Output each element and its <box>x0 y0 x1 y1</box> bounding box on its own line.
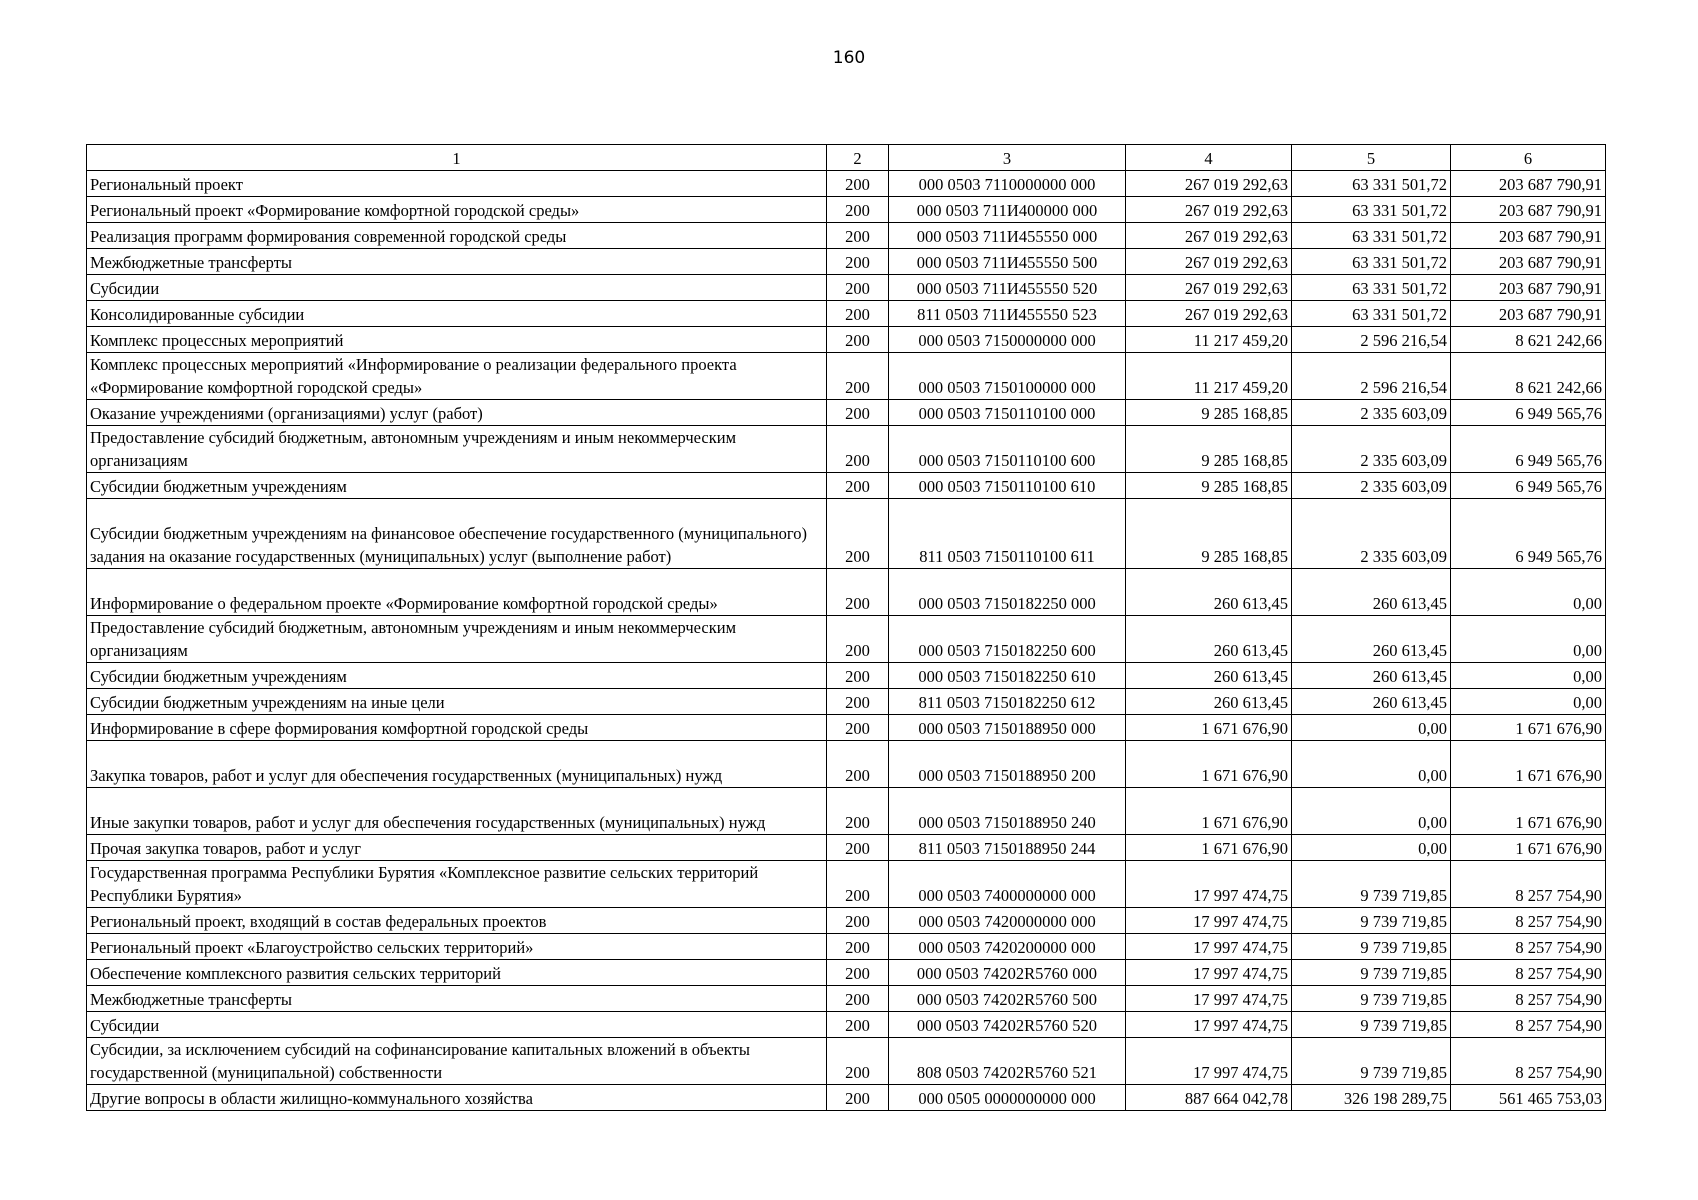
row-col4-cell: 267 019 292,63 <box>1126 301 1292 327</box>
row-col5-cell: 260 613,45 <box>1292 689 1451 715</box>
row-col5-cell: 63 331 501,72 <box>1292 223 1451 249</box>
column-header-4: 4 <box>1126 145 1292 171</box>
row-name-cell: Предоставление субсидий бюджетным, автономным учреждениям и иным некоммерческим организациям <box>87 616 827 663</box>
table-row <box>87 301 1606 327</box>
row-budget-code-cell: 000 0503 711И455550 500 <box>889 249 1126 275</box>
header-row <box>87 145 1606 171</box>
row-admin-code-cell: 200 <box>827 275 889 301</box>
row-col5-cell: 260 613,45 <box>1292 616 1451 663</box>
row-col4-cell: 260 613,45 <box>1126 569 1292 616</box>
row-col4-cell: 17 997 474,75 <box>1126 934 1292 960</box>
table-row <box>87 861 1606 908</box>
row-name-cell: Обеспечение комплексного развития сельских территорий <box>87 960 827 986</box>
row-admin-code-cell: 200 <box>827 616 889 663</box>
row-col5-cell: 63 331 501,72 <box>1292 171 1451 197</box>
row-budget-code-cell: 000 0503 711И400000 000 <box>889 197 1126 223</box>
row-name-cell: Субсидии бюджетным учреждениям на финансовое обеспечение государственного (муниципального) задания на оказание государственных (муниципальных) услуг (выполнение работ) <box>87 499 827 569</box>
row-name-cell: Межбюджетные трансферты <box>87 249 827 275</box>
row-admin-code-cell: 200 <box>827 1038 889 1085</box>
row-name-cell: Субсидии бюджетным учреждениям на иные цели <box>87 689 827 715</box>
row-admin-code-cell: 200 <box>827 663 889 689</box>
row-col6-cell: 1 671 676,90 <box>1451 835 1606 861</box>
table-row <box>87 986 1606 1012</box>
row-col5-cell: 63 331 501,72 <box>1292 275 1451 301</box>
row-name-cell: Оказание учреждениями (организациями) услуг (работ) <box>87 400 827 426</box>
row-col6-cell: 8 257 754,90 <box>1451 1038 1606 1085</box>
table-row <box>87 499 1606 569</box>
row-budget-code-cell: 000 0503 7110000000 000 <box>889 171 1126 197</box>
row-admin-code-cell: 200 <box>827 986 889 1012</box>
table-row <box>87 197 1606 223</box>
table-row <box>87 223 1606 249</box>
row-col6-cell: 1 671 676,90 <box>1451 788 1606 835</box>
row-col4-cell: 11 217 459,20 <box>1126 353 1292 400</box>
row-budget-code-cell: 000 0503 74202R5760 000 <box>889 960 1126 986</box>
row-admin-code-cell: 200 <box>827 569 889 616</box>
row-col5-cell: 260 613,45 <box>1292 663 1451 689</box>
row-col5-cell: 63 331 501,72 <box>1292 249 1451 275</box>
row-col5-cell: 2 596 216,54 <box>1292 353 1451 400</box>
row-budget-code-cell: 000 0503 7150110100 610 <box>889 473 1126 499</box>
row-name-cell: Государственная программа Республики Бурятия «Комплексное развитие сельских территорий Республики Бурятия» <box>87 861 827 908</box>
row-col4-cell: 1 671 676,90 <box>1126 835 1292 861</box>
table-row <box>87 934 1606 960</box>
row-col6-cell: 0,00 <box>1451 569 1606 616</box>
table-row <box>87 741 1606 788</box>
row-col6-cell: 8 257 754,90 <box>1451 960 1606 986</box>
row-name-cell: Информирование в сфере формирования комфортной городской среды <box>87 715 827 741</box>
row-col4-cell: 260 613,45 <box>1126 663 1292 689</box>
column-header-5: 5 <box>1292 145 1451 171</box>
table-row <box>87 327 1606 353</box>
row-col5-cell: 9 739 719,85 <box>1292 986 1451 1012</box>
row-col5-cell: 2 335 603,09 <box>1292 499 1451 569</box>
column-header-6: 6 <box>1451 145 1606 171</box>
row-col6-cell: 8 621 242,66 <box>1451 327 1606 353</box>
row-admin-code-cell: 200 <box>827 473 889 499</box>
row-name-cell: Региональный проект «Благоустройство сельских территорий» <box>87 934 827 960</box>
row-admin-code-cell: 200 <box>827 426 889 473</box>
row-admin-code-cell: 200 <box>827 499 889 569</box>
row-col4-cell: 17 997 474,75 <box>1126 1038 1292 1085</box>
row-admin-code-cell: 200 <box>827 197 889 223</box>
row-col4-cell: 1 671 676,90 <box>1126 741 1292 788</box>
column-header-2: 2 <box>827 145 889 171</box>
row-col4-cell: 9 285 168,85 <box>1126 400 1292 426</box>
row-name-cell: Консолидированные субсидии <box>87 301 827 327</box>
row-name-cell: Субсидии бюджетным учреждениям <box>87 663 827 689</box>
row-name-cell: Комплекс процессных мероприятий <box>87 327 827 353</box>
table-body <box>87 171 1606 1111</box>
row-budget-code-cell: 000 0503 7150100000 000 <box>889 353 1126 400</box>
row-admin-code-cell: 200 <box>827 1012 889 1038</box>
table-row <box>87 249 1606 275</box>
row-budget-code-cell: 000 0503 74202R5760 500 <box>889 986 1126 1012</box>
row-name-cell: Региональный проект «Формирование комфортной городской среды» <box>87 197 827 223</box>
row-col5-cell: 2 335 603,09 <box>1292 473 1451 499</box>
row-admin-code-cell: 200 <box>827 908 889 934</box>
row-col4-cell: 9 285 168,85 <box>1126 426 1292 473</box>
row-name-cell: Субсидии бюджетным учреждениям <box>87 473 827 499</box>
table-row <box>87 788 1606 835</box>
row-admin-code-cell: 200 <box>827 861 889 908</box>
table-row <box>87 473 1606 499</box>
column-header-1: 1 <box>87 145 827 171</box>
row-col5-cell: 0,00 <box>1292 788 1451 835</box>
row-budget-code-cell: 000 0503 7150110100 600 <box>889 426 1126 473</box>
row-budget-code-cell: 000 0503 7150182250 610 <box>889 663 1126 689</box>
table-row <box>87 1012 1606 1038</box>
table-row <box>87 353 1606 400</box>
row-col6-cell: 0,00 <box>1451 689 1606 715</box>
row-admin-code-cell: 200 <box>827 1085 889 1111</box>
row-admin-code-cell: 200 <box>827 689 889 715</box>
row-admin-code-cell: 200 <box>827 934 889 960</box>
row-name-cell: Закупка товаров, работ и услуг для обеспечения государственных (муниципальных) нужд <box>87 741 827 788</box>
row-col6-cell: 8 621 242,66 <box>1451 353 1606 400</box>
row-admin-code-cell: 200 <box>827 301 889 327</box>
row-admin-code-cell: 200 <box>827 960 889 986</box>
row-budget-code-cell: 000 0503 7150182250 000 <box>889 569 1126 616</box>
row-name-cell: Информирование о федеральном проекте «Формирование комфортной городской среды» <box>87 569 827 616</box>
row-name-cell: Комплекс процессных мероприятий «Информирование о реализации федерального проекта «Формирование комфортной городской среды» <box>87 353 827 400</box>
row-col6-cell: 1 671 676,90 <box>1451 715 1606 741</box>
row-admin-code-cell: 200 <box>827 249 889 275</box>
row-col6-cell: 203 687 790,91 <box>1451 197 1606 223</box>
row-budget-code-cell: 000 0503 7150110100 000 <box>889 400 1126 426</box>
row-col4-cell: 267 019 292,63 <box>1126 197 1292 223</box>
table-row <box>87 835 1606 861</box>
row-col5-cell: 9 739 719,85 <box>1292 908 1451 934</box>
row-name-cell: Региональный проект <box>87 171 827 197</box>
row-budget-code-cell: 000 0503 711И455550 520 <box>889 275 1126 301</box>
row-col6-cell: 203 687 790,91 <box>1451 223 1606 249</box>
row-col6-cell: 8 257 754,90 <box>1451 908 1606 934</box>
row-admin-code-cell: 200 <box>827 741 889 788</box>
row-col5-cell: 0,00 <box>1292 741 1451 788</box>
row-col6-cell: 203 687 790,91 <box>1451 275 1606 301</box>
table-row <box>87 715 1606 741</box>
row-admin-code-cell: 200 <box>827 788 889 835</box>
table-row <box>87 426 1606 473</box>
row-col5-cell: 0,00 <box>1292 715 1451 741</box>
row-col5-cell: 9 739 719,85 <box>1292 934 1451 960</box>
row-admin-code-cell: 200 <box>827 353 889 400</box>
row-col6-cell: 6 949 565,76 <box>1451 426 1606 473</box>
row-col4-cell: 260 613,45 <box>1126 616 1292 663</box>
row-col5-cell: 2 596 216,54 <box>1292 327 1451 353</box>
row-col5-cell: 0,00 <box>1292 835 1451 861</box>
table-row <box>87 663 1606 689</box>
table-row <box>87 689 1606 715</box>
row-admin-code-cell: 200 <box>827 327 889 353</box>
row-col5-cell: 63 331 501,72 <box>1292 197 1451 223</box>
row-name-cell: Межбюджетные трансферты <box>87 986 827 1012</box>
row-name-cell: Субсидии, за исключением субсидий на софинансирование капитальных вложений в объекты государственной (муниципальной) собственности <box>87 1038 827 1085</box>
row-budget-code-cell: 811 0503 7150188950 244 <box>889 835 1126 861</box>
table-row <box>87 1038 1606 1085</box>
row-col6-cell: 0,00 <box>1451 616 1606 663</box>
row-col6-cell: 6 949 565,76 <box>1451 473 1606 499</box>
row-col4-cell: 267 019 292,63 <box>1126 171 1292 197</box>
row-admin-code-cell: 200 <box>827 715 889 741</box>
row-col6-cell: 203 687 790,91 <box>1451 301 1606 327</box>
row-col4-cell: 17 997 474,75 <box>1126 960 1292 986</box>
row-budget-code-cell: 811 0503 7150110100 611 <box>889 499 1126 569</box>
row-col6-cell: 8 257 754,90 <box>1451 1012 1606 1038</box>
row-admin-code-cell: 200 <box>827 835 889 861</box>
row-budget-code-cell: 000 0503 7150188950 000 <box>889 715 1126 741</box>
row-budget-code-cell: 000 0503 7150188950 240 <box>889 788 1126 835</box>
table-row <box>87 569 1606 616</box>
row-col4-cell: 17 997 474,75 <box>1126 861 1292 908</box>
row-col4-cell: 11 217 459,20 <box>1126 327 1292 353</box>
table-row <box>87 275 1606 301</box>
row-budget-code-cell: 000 0503 7400000000 000 <box>889 861 1126 908</box>
row-col6-cell: 8 257 754,90 <box>1451 861 1606 908</box>
row-col6-cell: 6 949 565,76 <box>1451 400 1606 426</box>
row-col5-cell: 260 613,45 <box>1292 569 1451 616</box>
row-col4-cell: 1 671 676,90 <box>1126 788 1292 835</box>
row-col4-cell: 9 285 168,85 <box>1126 473 1292 499</box>
row-col4-cell: 887 664 042,78 <box>1126 1085 1292 1111</box>
table-row <box>87 908 1606 934</box>
row-col6-cell: 561 465 753,03 <box>1451 1085 1606 1111</box>
row-budget-code-cell: 000 0503 7420200000 000 <box>889 934 1126 960</box>
row-col4-cell: 267 019 292,63 <box>1126 249 1292 275</box>
table-row <box>87 400 1606 426</box>
row-name-cell: Прочая закупка товаров, работ и услуг <box>87 835 827 861</box>
column-header-3: 3 <box>889 145 1126 171</box>
table-header <box>87 145 1606 171</box>
row-col4-cell: 17 997 474,75 <box>1126 908 1292 934</box>
row-budget-code-cell: 811 0503 711И455550 523 <box>889 301 1126 327</box>
row-col4-cell: 17 997 474,75 <box>1126 986 1292 1012</box>
row-budget-code-cell: 000 0505 0000000000 000 <box>889 1085 1126 1111</box>
row-budget-code-cell: 000 0503 7150000000 000 <box>889 327 1126 353</box>
row-col5-cell: 2 335 603,09 <box>1292 400 1451 426</box>
row-col6-cell: 8 257 754,90 <box>1451 934 1606 960</box>
row-col6-cell: 6 949 565,76 <box>1451 499 1606 569</box>
row-col4-cell: 260 613,45 <box>1126 689 1292 715</box>
row-col6-cell: 203 687 790,91 <box>1451 171 1606 197</box>
row-col4-cell: 1 671 676,90 <box>1126 715 1292 741</box>
row-budget-code-cell: 000 0503 7420000000 000 <box>889 908 1126 934</box>
row-col5-cell: 9 739 719,85 <box>1292 1038 1451 1085</box>
row-col4-cell: 9 285 168,85 <box>1126 499 1292 569</box>
row-budget-code-cell: 000 0503 7150188950 200 <box>889 741 1126 788</box>
row-name-cell: Реализация программ формирования современной городской среды <box>87 223 827 249</box>
row-name-cell: Субсидии <box>87 275 827 301</box>
row-name-cell: Субсидии <box>87 1012 827 1038</box>
row-admin-code-cell: 200 <box>827 400 889 426</box>
row-col6-cell: 1 671 676,90 <box>1451 741 1606 788</box>
budget-table <box>86 144 1606 1111</box>
table-row <box>87 171 1606 197</box>
row-name-cell: Предоставление субсидий бюджетным, автономным учреждениям и иным некоммерческим организациям <box>87 426 827 473</box>
row-name-cell: Другие вопросы в области жилищно-коммунального хозяйства <box>87 1085 827 1111</box>
row-col5-cell: 63 331 501,72 <box>1292 301 1451 327</box>
row-col4-cell: 267 019 292,63 <box>1126 275 1292 301</box>
table-row <box>87 616 1606 663</box>
row-col4-cell: 267 019 292,63 <box>1126 223 1292 249</box>
row-col5-cell: 9 739 719,85 <box>1292 1012 1451 1038</box>
row-budget-code-cell: 000 0503 74202R5760 520 <box>889 1012 1126 1038</box>
row-budget-code-cell: 808 0503 74202R5760 521 <box>889 1038 1126 1085</box>
row-col6-cell: 203 687 790,91 <box>1451 249 1606 275</box>
row-admin-code-cell: 200 <box>827 223 889 249</box>
row-col4-cell: 17 997 474,75 <box>1126 1012 1292 1038</box>
row-col5-cell: 9 739 719,85 <box>1292 861 1451 908</box>
page-number: 160 <box>832 48 866 68</box>
table-row <box>87 1085 1606 1111</box>
row-col5-cell: 9 739 719,85 <box>1292 960 1451 986</box>
row-col5-cell: 2 335 603,09 <box>1292 426 1451 473</box>
table-row <box>87 960 1606 986</box>
row-col6-cell: 0,00 <box>1451 663 1606 689</box>
row-col6-cell: 8 257 754,90 <box>1451 986 1606 1012</box>
row-name-cell: Иные закупки товаров, работ и услуг для обеспечения государственных (муниципальных) нужд <box>87 788 827 835</box>
row-admin-code-cell: 200 <box>827 171 889 197</box>
row-budget-code-cell: 000 0503 711И455550 000 <box>889 223 1126 249</box>
row-budget-code-cell: 811 0503 7150182250 612 <box>889 689 1126 715</box>
row-name-cell: Региональный проект, входящий в состав федеральных проектов <box>87 908 827 934</box>
row-budget-code-cell: 000 0503 7150182250 600 <box>889 616 1126 663</box>
row-col5-cell: 326 198 289,75 <box>1292 1085 1451 1111</box>
